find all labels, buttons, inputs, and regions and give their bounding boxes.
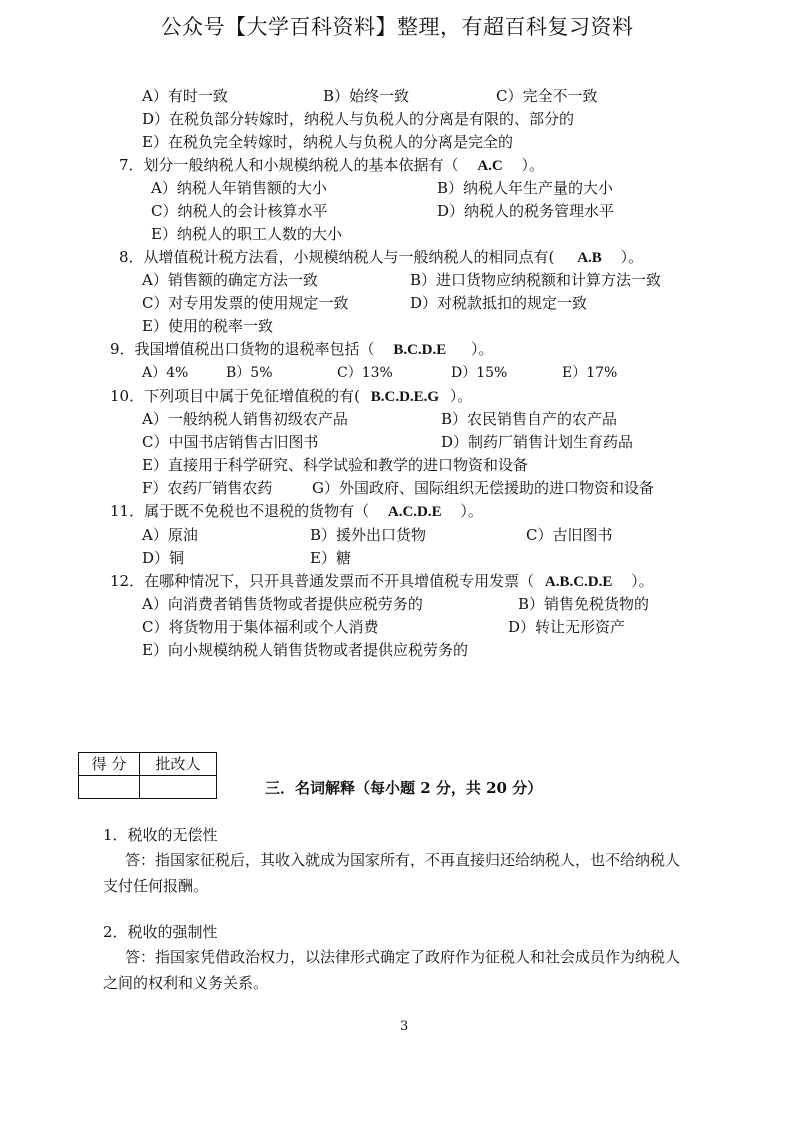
- q10-option-a: A）一般纳税人销售初级农产品: [142, 410, 348, 428]
- q11-option-c: C）古旧图书: [526, 526, 613, 544]
- term-1-answer-line-1: 答：指国家征税后，其收入就成为国家所有，不再直接归还给纳税人，也不给纳税人: [125, 851, 681, 869]
- q9-stem: 9．我国增值税出口货物的退税率包括（: [110, 340, 375, 358]
- section-title: 三．名词解释（每小题 2 分，共 20 分）: [265, 779, 543, 797]
- q9-answer: B.C.D.E: [393, 342, 447, 358]
- q6-option-a: A）有时一致: [142, 87, 228, 105]
- q12-answer: A.B.C.D.E: [544, 574, 613, 590]
- q7-option-c: C）纳税人的会计核算水平: [151, 202, 328, 220]
- q9-option-e: E）17%: [562, 365, 618, 381]
- grader-cell[interactable]: [140, 776, 217, 799]
- term-1-title: 1．税收的无偿性: [103, 826, 218, 844]
- page-number: 3: [400, 1019, 409, 1034]
- score-table: [78, 752, 217, 799]
- q10-option-g: G）外国政府、国际组织无偿援助的进口物资和设备: [312, 479, 654, 497]
- q11-stem: 11．属于既不免税也不退税的货物有（: [110, 502, 370, 520]
- q10-option-b: B）农民销售自产的农产品: [441, 410, 618, 428]
- q8-option-e: E）使用的税率一致: [142, 317, 273, 335]
- q8-option-a: A）销售额的确定方法一致: [142, 271, 318, 289]
- q6-option-d: D）在税负部分转嫁时，纳税人与负税人的分离是有限的、部分的: [142, 110, 575, 128]
- q7-option-e: E）纳税人的职工人数的大小: [151, 225, 342, 243]
- q10-option-c: C）中国书店销售古旧图书: [142, 433, 319, 451]
- q9-option-b: B）5%: [226, 365, 273, 381]
- q11-option-b: B）援外出口货物: [310, 526, 427, 544]
- q8-answer: A.B: [577, 250, 602, 266]
- term-2-answer-line-2: 之间的权利和义务关系。: [103, 974, 269, 992]
- q7-option-d: D）纳税人的税务管理水平: [437, 202, 615, 220]
- q6-option-b: B）始终一致: [323, 87, 410, 105]
- q7-option-a: A）纳税人年销售额的大小: [151, 179, 327, 197]
- score-header: 得 分: [79, 753, 140, 776]
- q10-option-f: F）农药厂销售农药: [142, 479, 273, 497]
- q7-answer: A.C: [477, 158, 503, 174]
- q10-stem-line: [110, 386, 472, 407]
- q8-option-d: D）对税款抵扣的规定一致: [410, 294, 588, 312]
- term-2-title: 2．税收的强制性: [103, 923, 218, 941]
- q8-stem-line: [119, 247, 643, 268]
- q11-stem-line: [110, 501, 483, 522]
- q8-stem: 8．从增值税计税方法看，小规模纳税人与一般纳税人的相同点有(: [119, 248, 555, 266]
- q12-close: ）。: [631, 572, 654, 590]
- q11-close: ）。: [460, 502, 483, 520]
- grader-header: 批改人: [140, 753, 217, 776]
- q6-option-c: C）完全不一致: [496, 87, 598, 105]
- q12-option-c: C）将货物用于集体福利或个人消费: [142, 618, 379, 636]
- q10-close: ）。: [449, 387, 473, 405]
- q8-option-c: C）对专用发票的使用规定一致: [142, 294, 349, 312]
- q11-option-d: D）铜: [142, 549, 185, 567]
- q8-option-b: B）进口货物应纳税额和计算方法一致: [410, 271, 662, 289]
- q10-stem: 10．下列项目中属于免征增值税的有(: [110, 387, 360, 405]
- q11-option-e: E）糖: [310, 549, 351, 567]
- q10-answer: B.C.D.E.G: [370, 389, 440, 405]
- q9-option-c: C）13%: [337, 365, 393, 381]
- q7-close: ）。: [521, 156, 545, 174]
- q7-option-b: B）纳税人年生产量的大小: [437, 179, 614, 197]
- term-2-answer-line-1: 答：指国家凭借政治权力，以法律形式确定了政府作为征税人和社会成员作为纳税人: [125, 948, 681, 966]
- q7-stem: 7．划分一般纳税人和小规模纳税人的基本依据有（: [119, 156, 459, 174]
- q7-stem-line: [119, 155, 544, 176]
- q6-option-e: E）在税负完全转嫁时，纳税人与负税人的分离是完全的: [142, 133, 513, 151]
- q12-stem: 12．在哪种情况下，只开具普通发票而不开具增值税专用发票（: [110, 572, 535, 590]
- q9-option-d: D）15%: [451, 365, 508, 381]
- q11-option-a: A）原油: [142, 526, 198, 544]
- score-cell[interactable]: [79, 776, 140, 799]
- q8-close: ）。: [620, 248, 644, 266]
- page-header: 公众号【大学百科资料】整理，有超百科复习资料: [160, 15, 634, 39]
- q9-stem-line: [110, 339, 494, 360]
- q12-option-d: D）转让无形资产: [508, 618, 626, 636]
- q9-close: ）。: [471, 340, 494, 358]
- q10-option-e: E）直接用于科学研究、科学试验和教学的进口物资和设备: [142, 456, 528, 474]
- q11-answer: A.C.D.E: [387, 504, 442, 520]
- q12-option-e: E）向小规模纳税人销售货物或者提供应税劳务的: [142, 641, 468, 659]
- q12-option-b: B）销售免税货物的: [518, 595, 650, 613]
- q12-stem-line: [110, 571, 654, 592]
- q10-option-d: D）制药厂销售计划生育药品: [441, 433, 634, 451]
- q9-option-a: A）4%: [142, 365, 189, 381]
- q12-option-a: A）向消费者销售货物或者提供应税劳务的: [142, 595, 423, 613]
- term-1-answer-line-2: 支付任何报酬。: [103, 877, 209, 895]
